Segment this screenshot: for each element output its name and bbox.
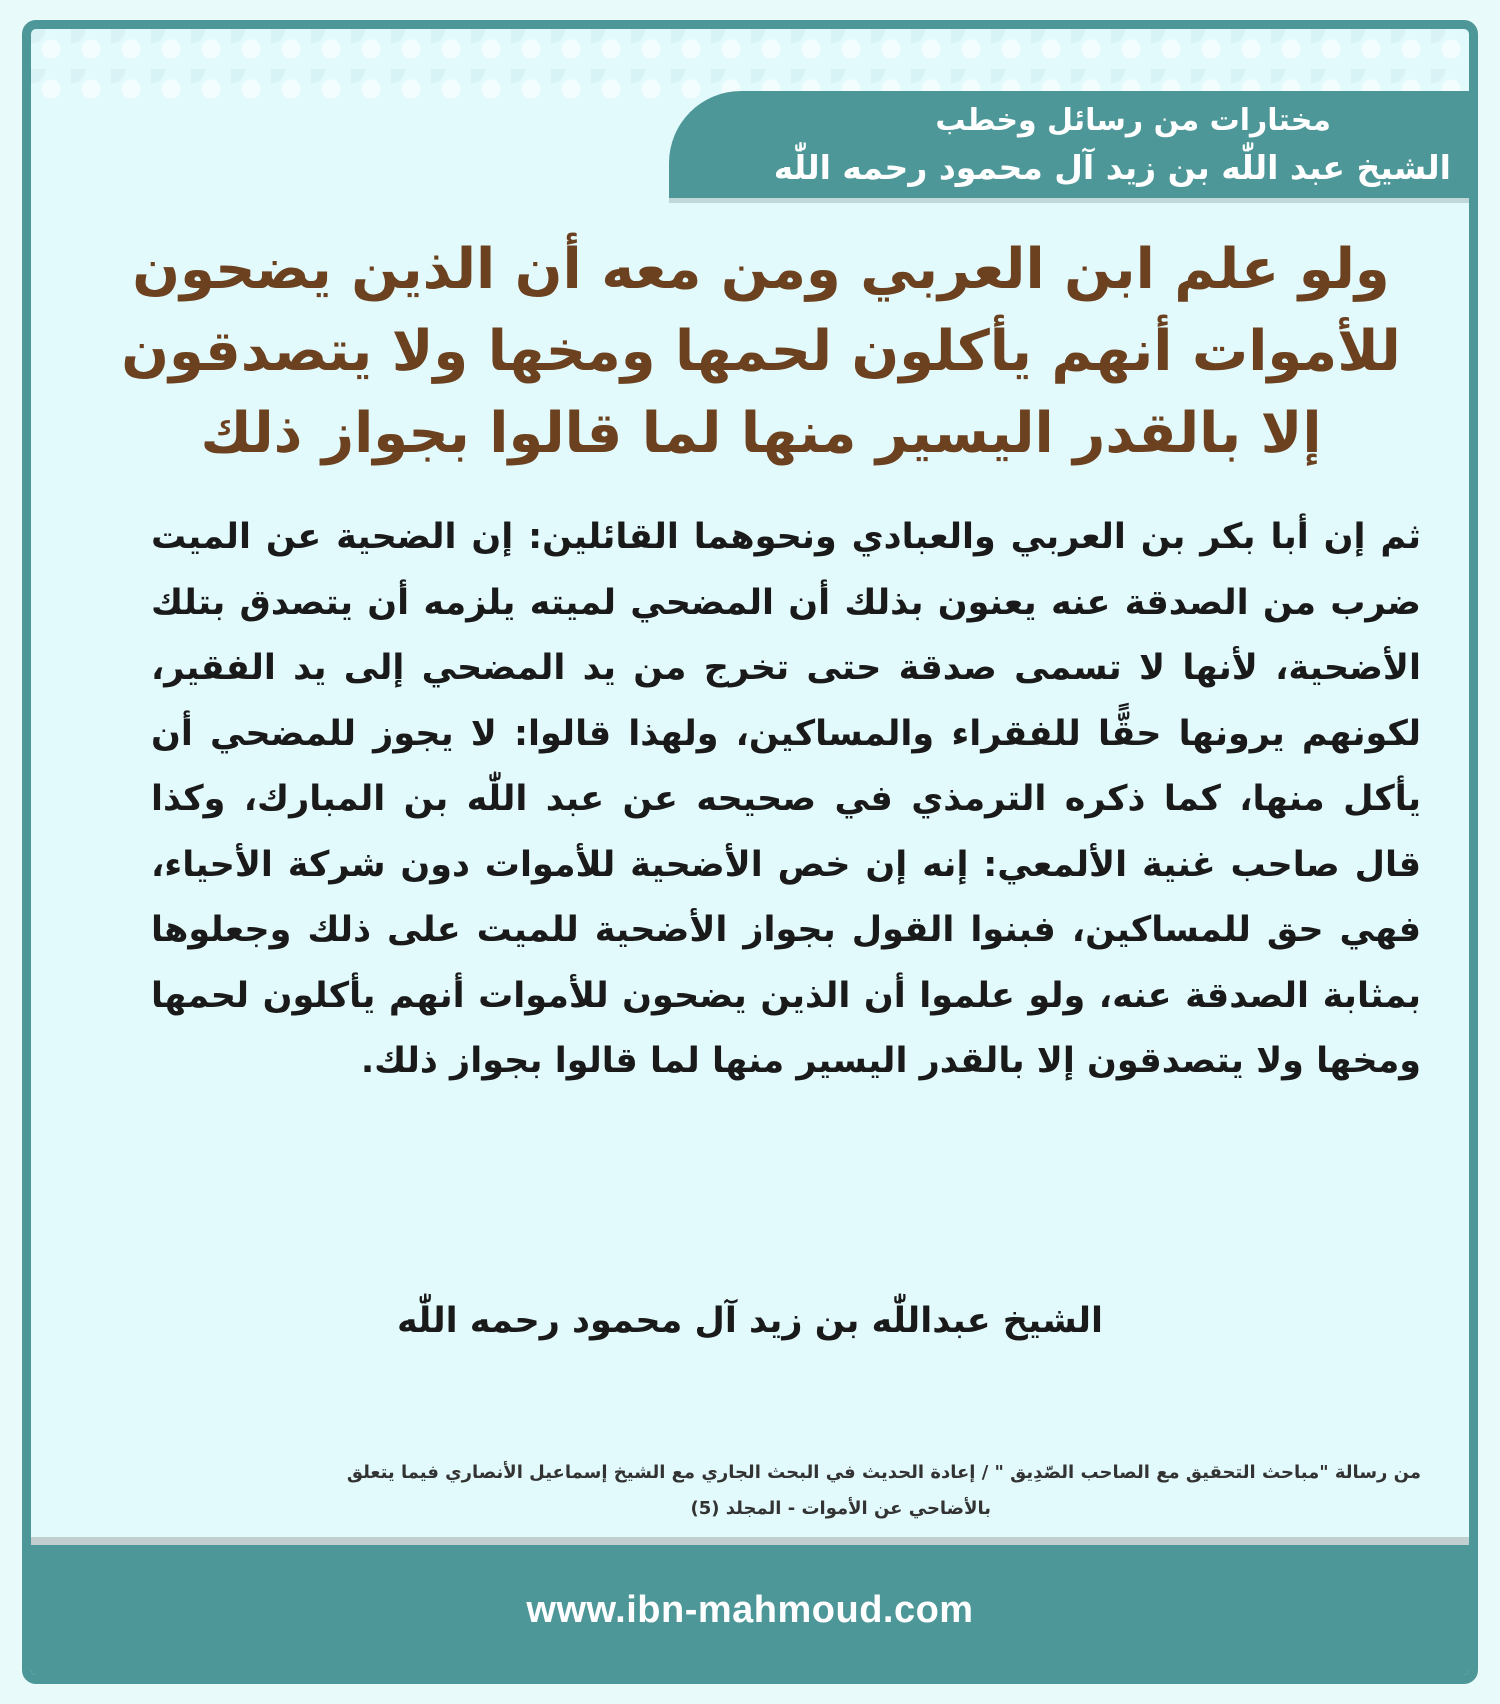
- decorative-pattern: [31, 29, 1469, 99]
- website-link[interactable]: www.ibn-mahmoud.com: [526, 1588, 974, 1631]
- source-citation: [121, 1455, 1421, 1527]
- footer-bar: [31, 1537, 1469, 1675]
- header-banner: [669, 91, 1469, 203]
- body-text: ثم إن أبا بكر بن العربي والعبادي ونحوهما القائلين: إن الضحية عن الميت ضرب من الصدقة عنه يعنون بذلك أن المضحي لميته يلزمه أن يتصدق بتلك الأضحية، لأنها لا تسمى صدقة حتى تخرج من يد المضحي إلى يد الفقير، لكونهم يرونها حقًّا للفقراء والمساكين، ولهذا قالوا: لا يجوز للمضحي أن يأكل منها، كما ذكره الترمذي في صحيحه عن عبد اللّٰه بن المبارك، وكذا قال صاحب غنية الألمعي: إنه إن خص الأضحية للأموات دون شركة الأحياء، فهي حق للمساكين، فبنوا القول بجواز الأضحية للميت على ذلك وجعلوها بمثابة الصدقة عنه، ولو علموا أن الذين يضحون للأموات أنهم يأكلون لحمها ومخها ولا يتصدقون إلا بالقدر اليسير منها لما قالوا بجواز ذلك.: [151, 517, 1421, 1081]
- signature: الشيخ عبداللّٰه بن زيد آل محمود رحمه اللّٰه: [396, 1301, 1104, 1341]
- headline: ولو علم ابن العربي ومن معه أن الذين يضحون للأموات أنهم يأكلون لحمها ومخها ولا يتصدقون إلا بالقدر اليسير منها لما قالوا بجواز ذلك: [121, 237, 1401, 466]
- source-line-1: من رسالة "مباحث التحقيق مع الصاحب الصّدِيق " / إعادة الحديث في البحث الجاري مع الشيخ إسماعيل الأنصاري فيما يتعلق: [346, 1462, 1421, 1483]
- series-title: مختارات من رسائل وخطب: [935, 103, 1331, 138]
- quote-card: [22, 20, 1478, 1684]
- source-line-2: بالأضاحي عن الأموات - المجلد (5): [690, 1498, 991, 1519]
- author-title: الشيخ عبد اللّٰه بن زيد آل محمود رحمه اللّٰه: [773, 148, 1451, 187]
